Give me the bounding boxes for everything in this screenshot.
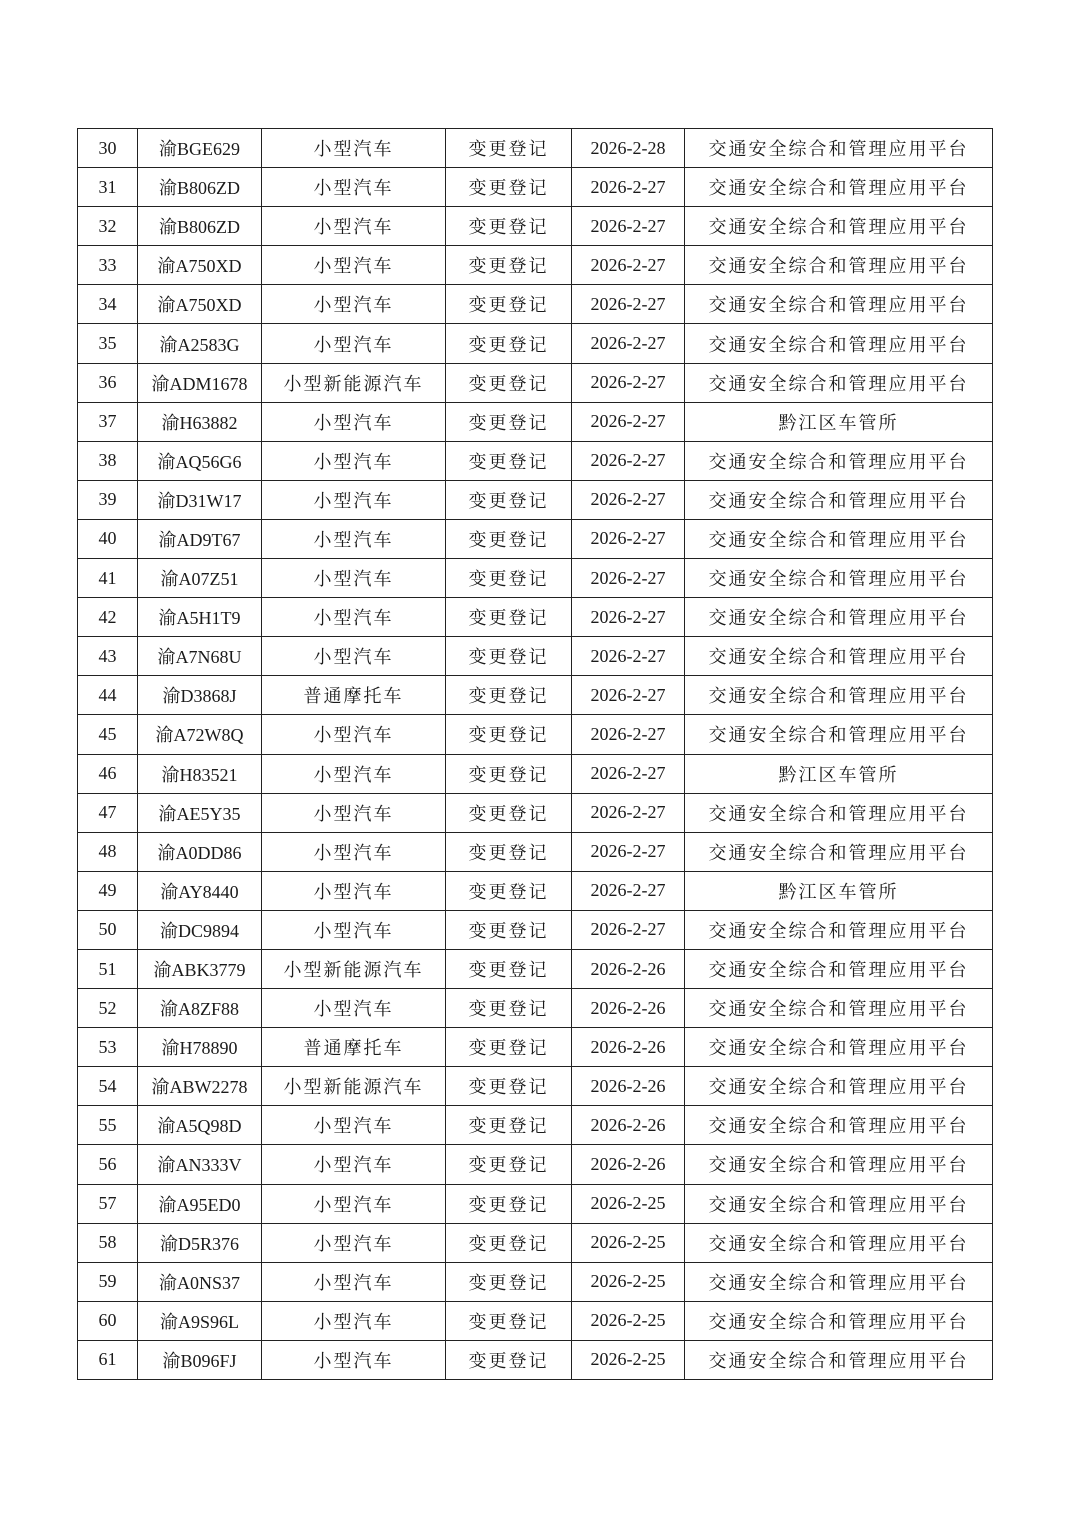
table-row: [78, 715, 993, 754]
row-number-cell: 54: [78, 1067, 138, 1106]
office-cell: 交通安全综合和管理应用平台: [685, 285, 993, 324]
business-type-cell: 变更登记: [446, 1067, 572, 1106]
vehicle-type-cell: 小型汽车: [262, 559, 446, 598]
row-number-cell: 41: [78, 559, 138, 598]
business-type-cell: 变更登记: [446, 949, 572, 988]
plate-number-cell: 渝D31W17: [138, 480, 262, 519]
office-cell: 交通安全综合和管理应用平台: [685, 1262, 993, 1301]
business-type-cell: 变更登记: [446, 1028, 572, 1067]
row-number-cell: 47: [78, 793, 138, 832]
business-type-cell: 变更登记: [446, 324, 572, 363]
vehicle-type-cell: 小型汽车: [262, 793, 446, 832]
vehicle-type-cell: 小型汽车: [262, 1223, 446, 1262]
table-row: [78, 324, 993, 363]
business-type-cell: 变更登记: [446, 1223, 572, 1262]
date-cell: 2026-2-27: [572, 754, 685, 793]
date-cell: 2026-2-27: [572, 324, 685, 363]
date-cell: 2026-2-27: [572, 246, 685, 285]
plate-number-cell: 渝A0NS37: [138, 1262, 262, 1301]
date-cell: 2026-2-27: [572, 871, 685, 910]
row-number-cell: 55: [78, 1106, 138, 1145]
business-type-cell: 变更登记: [446, 168, 572, 207]
vehicle-type-cell: 普通摩托车: [262, 1028, 446, 1067]
row-number-cell: 49: [78, 871, 138, 910]
table-row: [78, 754, 993, 793]
business-type-cell: 变更登记: [446, 754, 572, 793]
date-cell: 2026-2-26: [572, 1067, 685, 1106]
row-number-cell: 30: [78, 129, 138, 168]
table-row: [78, 519, 993, 558]
plate-number-cell: 渝A750XD: [138, 285, 262, 324]
plate-number-cell: 渝A7N68U: [138, 637, 262, 676]
row-number-cell: 52: [78, 989, 138, 1028]
table-row: [78, 1340, 993, 1379]
office-cell: 交通安全综合和管理应用平台: [685, 324, 993, 363]
office-cell: 交通安全综合和管理应用平台: [685, 1145, 993, 1184]
business-type-cell: 变更登记: [446, 793, 572, 832]
table-row: [78, 1067, 993, 1106]
business-type-cell: 变更登记: [446, 989, 572, 1028]
date-cell: 2026-2-26: [572, 1106, 685, 1145]
row-number-cell: 42: [78, 598, 138, 637]
business-type-cell: 变更登记: [446, 1301, 572, 1340]
plate-number-cell: 渝A72W8Q: [138, 715, 262, 754]
vehicle-type-cell: 小型汽车: [262, 832, 446, 871]
office-cell: 交通安全综合和管理应用平台: [685, 949, 993, 988]
table-row: [78, 480, 993, 519]
vehicle-type-cell: 小型汽车: [262, 598, 446, 637]
row-number-cell: 39: [78, 480, 138, 519]
plate-number-cell: 渝AE5Y35: [138, 793, 262, 832]
office-cell: 交通安全综合和管理应用平台: [685, 832, 993, 871]
vehicle-type-cell: 小型汽车: [262, 754, 446, 793]
plate-number-cell: 渝H83521: [138, 754, 262, 793]
table-row: [78, 1106, 993, 1145]
vehicle-type-cell: 小型汽车: [262, 402, 446, 441]
date-cell: 2026-2-27: [572, 168, 685, 207]
office-cell: 交通安全综合和管理应用平台: [685, 637, 993, 676]
vehicle-type-cell: 小型汽车: [262, 910, 446, 949]
business-type-cell: 变更登记: [446, 207, 572, 246]
row-number-cell: 35: [78, 324, 138, 363]
vehicle-type-cell: 小型汽车: [262, 324, 446, 363]
office-cell: 交通安全综合和管理应用平台: [685, 441, 993, 480]
office-cell: 交通安全综合和管理应用平台: [685, 793, 993, 832]
business-type-cell: 变更登记: [446, 910, 572, 949]
row-number-cell: 32: [78, 207, 138, 246]
plate-number-cell: 渝A0DD86: [138, 832, 262, 871]
business-type-cell: 变更登记: [446, 363, 572, 402]
office-cell: 交通安全综合和管理应用平台: [685, 910, 993, 949]
table-body: [78, 129, 993, 1380]
table-row: [78, 949, 993, 988]
row-number-cell: 33: [78, 246, 138, 285]
row-number-cell: 43: [78, 637, 138, 676]
plate-number-cell: 渝A9S96L: [138, 1301, 262, 1340]
date-cell: 2026-2-26: [572, 989, 685, 1028]
business-type-cell: 变更登记: [446, 1340, 572, 1379]
business-type-cell: 变更登记: [446, 1145, 572, 1184]
table-row: [78, 129, 993, 168]
business-type-cell: 变更登记: [446, 598, 572, 637]
row-number-cell: 61: [78, 1340, 138, 1379]
vehicle-type-cell: 小型新能源汽车: [262, 363, 446, 402]
table-row: [78, 832, 993, 871]
office-cell: 交通安全综合和管理应用平台: [685, 363, 993, 402]
office-cell: 交通安全综合和管理应用平台: [685, 168, 993, 207]
vehicle-type-cell: 小型汽车: [262, 1301, 446, 1340]
date-cell: 2026-2-28: [572, 129, 685, 168]
office-cell: 交通安全综合和管理应用平台: [685, 1184, 993, 1223]
vehicle-type-cell: 小型汽车: [262, 246, 446, 285]
table-row: [78, 441, 993, 480]
plate-number-cell: 渝B806ZD: [138, 207, 262, 246]
table-row: [78, 871, 993, 910]
date-cell: 2026-2-27: [572, 832, 685, 871]
row-number-cell: 59: [78, 1262, 138, 1301]
business-type-cell: 变更登记: [446, 1262, 572, 1301]
business-type-cell: 变更登记: [446, 559, 572, 598]
plate-number-cell: 渝AQ56G6: [138, 441, 262, 480]
row-number-cell: 34: [78, 285, 138, 324]
business-type-cell: 变更登记: [446, 832, 572, 871]
table-row: [78, 1262, 993, 1301]
office-cell: 交通安全综合和管理应用平台: [685, 559, 993, 598]
office-cell: 交通安全综合和管理应用平台: [685, 1067, 993, 1106]
plate-number-cell: 渝A5Q98D: [138, 1106, 262, 1145]
vehicle-type-cell: 小型汽车: [262, 519, 446, 558]
office-cell: 交通安全综合和管理应用平台: [685, 207, 993, 246]
vehicle-type-cell: 小型汽车: [262, 441, 446, 480]
office-cell: 交通安全综合和管理应用平台: [685, 1340, 993, 1379]
row-number-cell: 46: [78, 754, 138, 793]
office-cell: 交通安全综合和管理应用平台: [685, 519, 993, 558]
vehicle-type-cell: 小型汽车: [262, 1145, 446, 1184]
vehicle-type-cell: 小型汽车: [262, 1184, 446, 1223]
date-cell: 2026-2-27: [572, 715, 685, 754]
date-cell: 2026-2-27: [572, 519, 685, 558]
table-row: [78, 207, 993, 246]
row-number-cell: 51: [78, 949, 138, 988]
business-type-cell: 变更登记: [446, 1106, 572, 1145]
business-type-cell: 变更登记: [446, 715, 572, 754]
vehicle-type-cell: 小型汽车: [262, 168, 446, 207]
office-cell: 黔江区车管所: [685, 871, 993, 910]
office-cell: 交通安全综合和管理应用平台: [685, 129, 993, 168]
table-row: [78, 559, 993, 598]
row-number-cell: 60: [78, 1301, 138, 1340]
date-cell: 2026-2-27: [572, 559, 685, 598]
vehicle-type-cell: 小型汽车: [262, 207, 446, 246]
vehicle-type-cell: 小型汽车: [262, 1262, 446, 1301]
vehicle-type-cell: 小型汽车: [262, 989, 446, 1028]
plate-number-cell: 渝ABW2278: [138, 1067, 262, 1106]
office-cell: 交通安全综合和管理应用平台: [685, 480, 993, 519]
date-cell: 2026-2-27: [572, 363, 685, 402]
date-cell: 2026-2-25: [572, 1340, 685, 1379]
vehicle-registration-table: [77, 128, 993, 1380]
office-cell: 交通安全综合和管理应用平台: [685, 989, 993, 1028]
table-row: [78, 285, 993, 324]
business-type-cell: 变更登记: [446, 246, 572, 285]
table-row: [78, 402, 993, 441]
table-row: [78, 1184, 993, 1223]
vehicle-type-cell: 小型汽车: [262, 129, 446, 168]
plate-number-cell: 渝H78890: [138, 1028, 262, 1067]
table-row: [78, 989, 993, 1028]
date-cell: 2026-2-27: [572, 285, 685, 324]
plate-number-cell: 渝ABK3779: [138, 949, 262, 988]
date-cell: 2026-2-26: [572, 1145, 685, 1184]
business-type-cell: 变更登记: [446, 519, 572, 558]
business-type-cell: 变更登记: [446, 480, 572, 519]
table-row: [78, 598, 993, 637]
business-type-cell: 变更登记: [446, 676, 572, 715]
plate-number-cell: 渝BGE629: [138, 129, 262, 168]
row-number-cell: 48: [78, 832, 138, 871]
vehicle-type-cell: 小型汽车: [262, 871, 446, 910]
table-row: [78, 246, 993, 285]
plate-number-cell: 渝ADM1678: [138, 363, 262, 402]
plate-number-cell: 渝A07Z51: [138, 559, 262, 598]
plate-number-cell: 渝AN333V: [138, 1145, 262, 1184]
business-type-cell: 变更登记: [446, 637, 572, 676]
vehicle-type-cell: 小型新能源汽车: [262, 1067, 446, 1106]
table-row: [78, 168, 993, 207]
vehicle-type-cell: 小型新能源汽车: [262, 949, 446, 988]
row-number-cell: 40: [78, 519, 138, 558]
row-number-cell: 58: [78, 1223, 138, 1262]
row-number-cell: 37: [78, 402, 138, 441]
office-cell: 交通安全综合和管理应用平台: [685, 676, 993, 715]
business-type-cell: 变更登记: [446, 402, 572, 441]
row-number-cell: 38: [78, 441, 138, 480]
table-row: [78, 793, 993, 832]
date-cell: 2026-2-26: [572, 949, 685, 988]
office-cell: 黔江区车管所: [685, 402, 993, 441]
date-cell: 2026-2-27: [572, 910, 685, 949]
vehicle-type-cell: 小型汽车: [262, 1106, 446, 1145]
table-row: [78, 1301, 993, 1340]
date-cell: 2026-2-26: [572, 1028, 685, 1067]
office-cell: 交通安全综合和管理应用平台: [685, 246, 993, 285]
vehicle-type-cell: 小型汽车: [262, 715, 446, 754]
plate-number-cell: 渝A8ZF88: [138, 989, 262, 1028]
date-cell: 2026-2-27: [572, 598, 685, 637]
date-cell: 2026-2-25: [572, 1262, 685, 1301]
business-type-cell: 变更登记: [446, 285, 572, 324]
date-cell: 2026-2-27: [572, 441, 685, 480]
table-row: [78, 1145, 993, 1184]
date-cell: 2026-2-27: [572, 676, 685, 715]
plate-number-cell: 渝A2583G: [138, 324, 262, 363]
plate-number-cell: 渝A750XD: [138, 246, 262, 285]
plate-number-cell: 渝DC9894: [138, 910, 262, 949]
table-row: [78, 637, 993, 676]
plate-number-cell: 渝A95ED0: [138, 1184, 262, 1223]
office-cell: 交通安全综合和管理应用平台: [685, 598, 993, 637]
row-number-cell: 53: [78, 1028, 138, 1067]
plate-number-cell: 渝D5R376: [138, 1223, 262, 1262]
office-cell: 交通安全综合和管理应用平台: [685, 1301, 993, 1340]
table-row: [78, 676, 993, 715]
row-number-cell: 57: [78, 1184, 138, 1223]
plate-number-cell: 渝AD9T67: [138, 519, 262, 558]
table-row: [78, 910, 993, 949]
vehicle-type-cell: 小型汽车: [262, 1340, 446, 1379]
date-cell: 2026-2-25: [572, 1223, 685, 1262]
vehicle-type-cell: 小型汽车: [262, 637, 446, 676]
plate-number-cell: 渝AY8440: [138, 871, 262, 910]
vehicle-type-cell: 普通摩托车: [262, 676, 446, 715]
office-cell: 黔江区车管所: [685, 754, 993, 793]
date-cell: 2026-2-27: [572, 793, 685, 832]
date-cell: 2026-2-25: [572, 1184, 685, 1223]
row-number-cell: 31: [78, 168, 138, 207]
row-number-cell: 36: [78, 363, 138, 402]
table-row: [78, 363, 993, 402]
table-row: [78, 1223, 993, 1262]
date-cell: 2026-2-27: [572, 637, 685, 676]
row-number-cell: 50: [78, 910, 138, 949]
plate-number-cell: 渝B096FJ: [138, 1340, 262, 1379]
office-cell: 交通安全综合和管理应用平台: [685, 715, 993, 754]
office-cell: 交通安全综合和管理应用平台: [685, 1028, 993, 1067]
table-row: [78, 1028, 993, 1067]
date-cell: 2026-2-25: [572, 1301, 685, 1340]
business-type-cell: 变更登记: [446, 871, 572, 910]
plate-number-cell: 渝A5H1T9: [138, 598, 262, 637]
row-number-cell: 56: [78, 1145, 138, 1184]
row-number-cell: 45: [78, 715, 138, 754]
date-cell: 2026-2-27: [572, 480, 685, 519]
row-number-cell: 44: [78, 676, 138, 715]
plate-number-cell: 渝B806ZD: [138, 168, 262, 207]
date-cell: 2026-2-27: [572, 207, 685, 246]
plate-number-cell: 渝D3868J: [138, 676, 262, 715]
vehicle-type-cell: 小型汽车: [262, 480, 446, 519]
business-type-cell: 变更登记: [446, 129, 572, 168]
business-type-cell: 变更登记: [446, 1184, 572, 1223]
plate-number-cell: 渝H63882: [138, 402, 262, 441]
office-cell: 交通安全综合和管理应用平台: [685, 1106, 993, 1145]
date-cell: 2026-2-27: [572, 402, 685, 441]
office-cell: 交通安全综合和管理应用平台: [685, 1223, 993, 1262]
business-type-cell: 变更登记: [446, 441, 572, 480]
vehicle-type-cell: 小型汽车: [262, 285, 446, 324]
